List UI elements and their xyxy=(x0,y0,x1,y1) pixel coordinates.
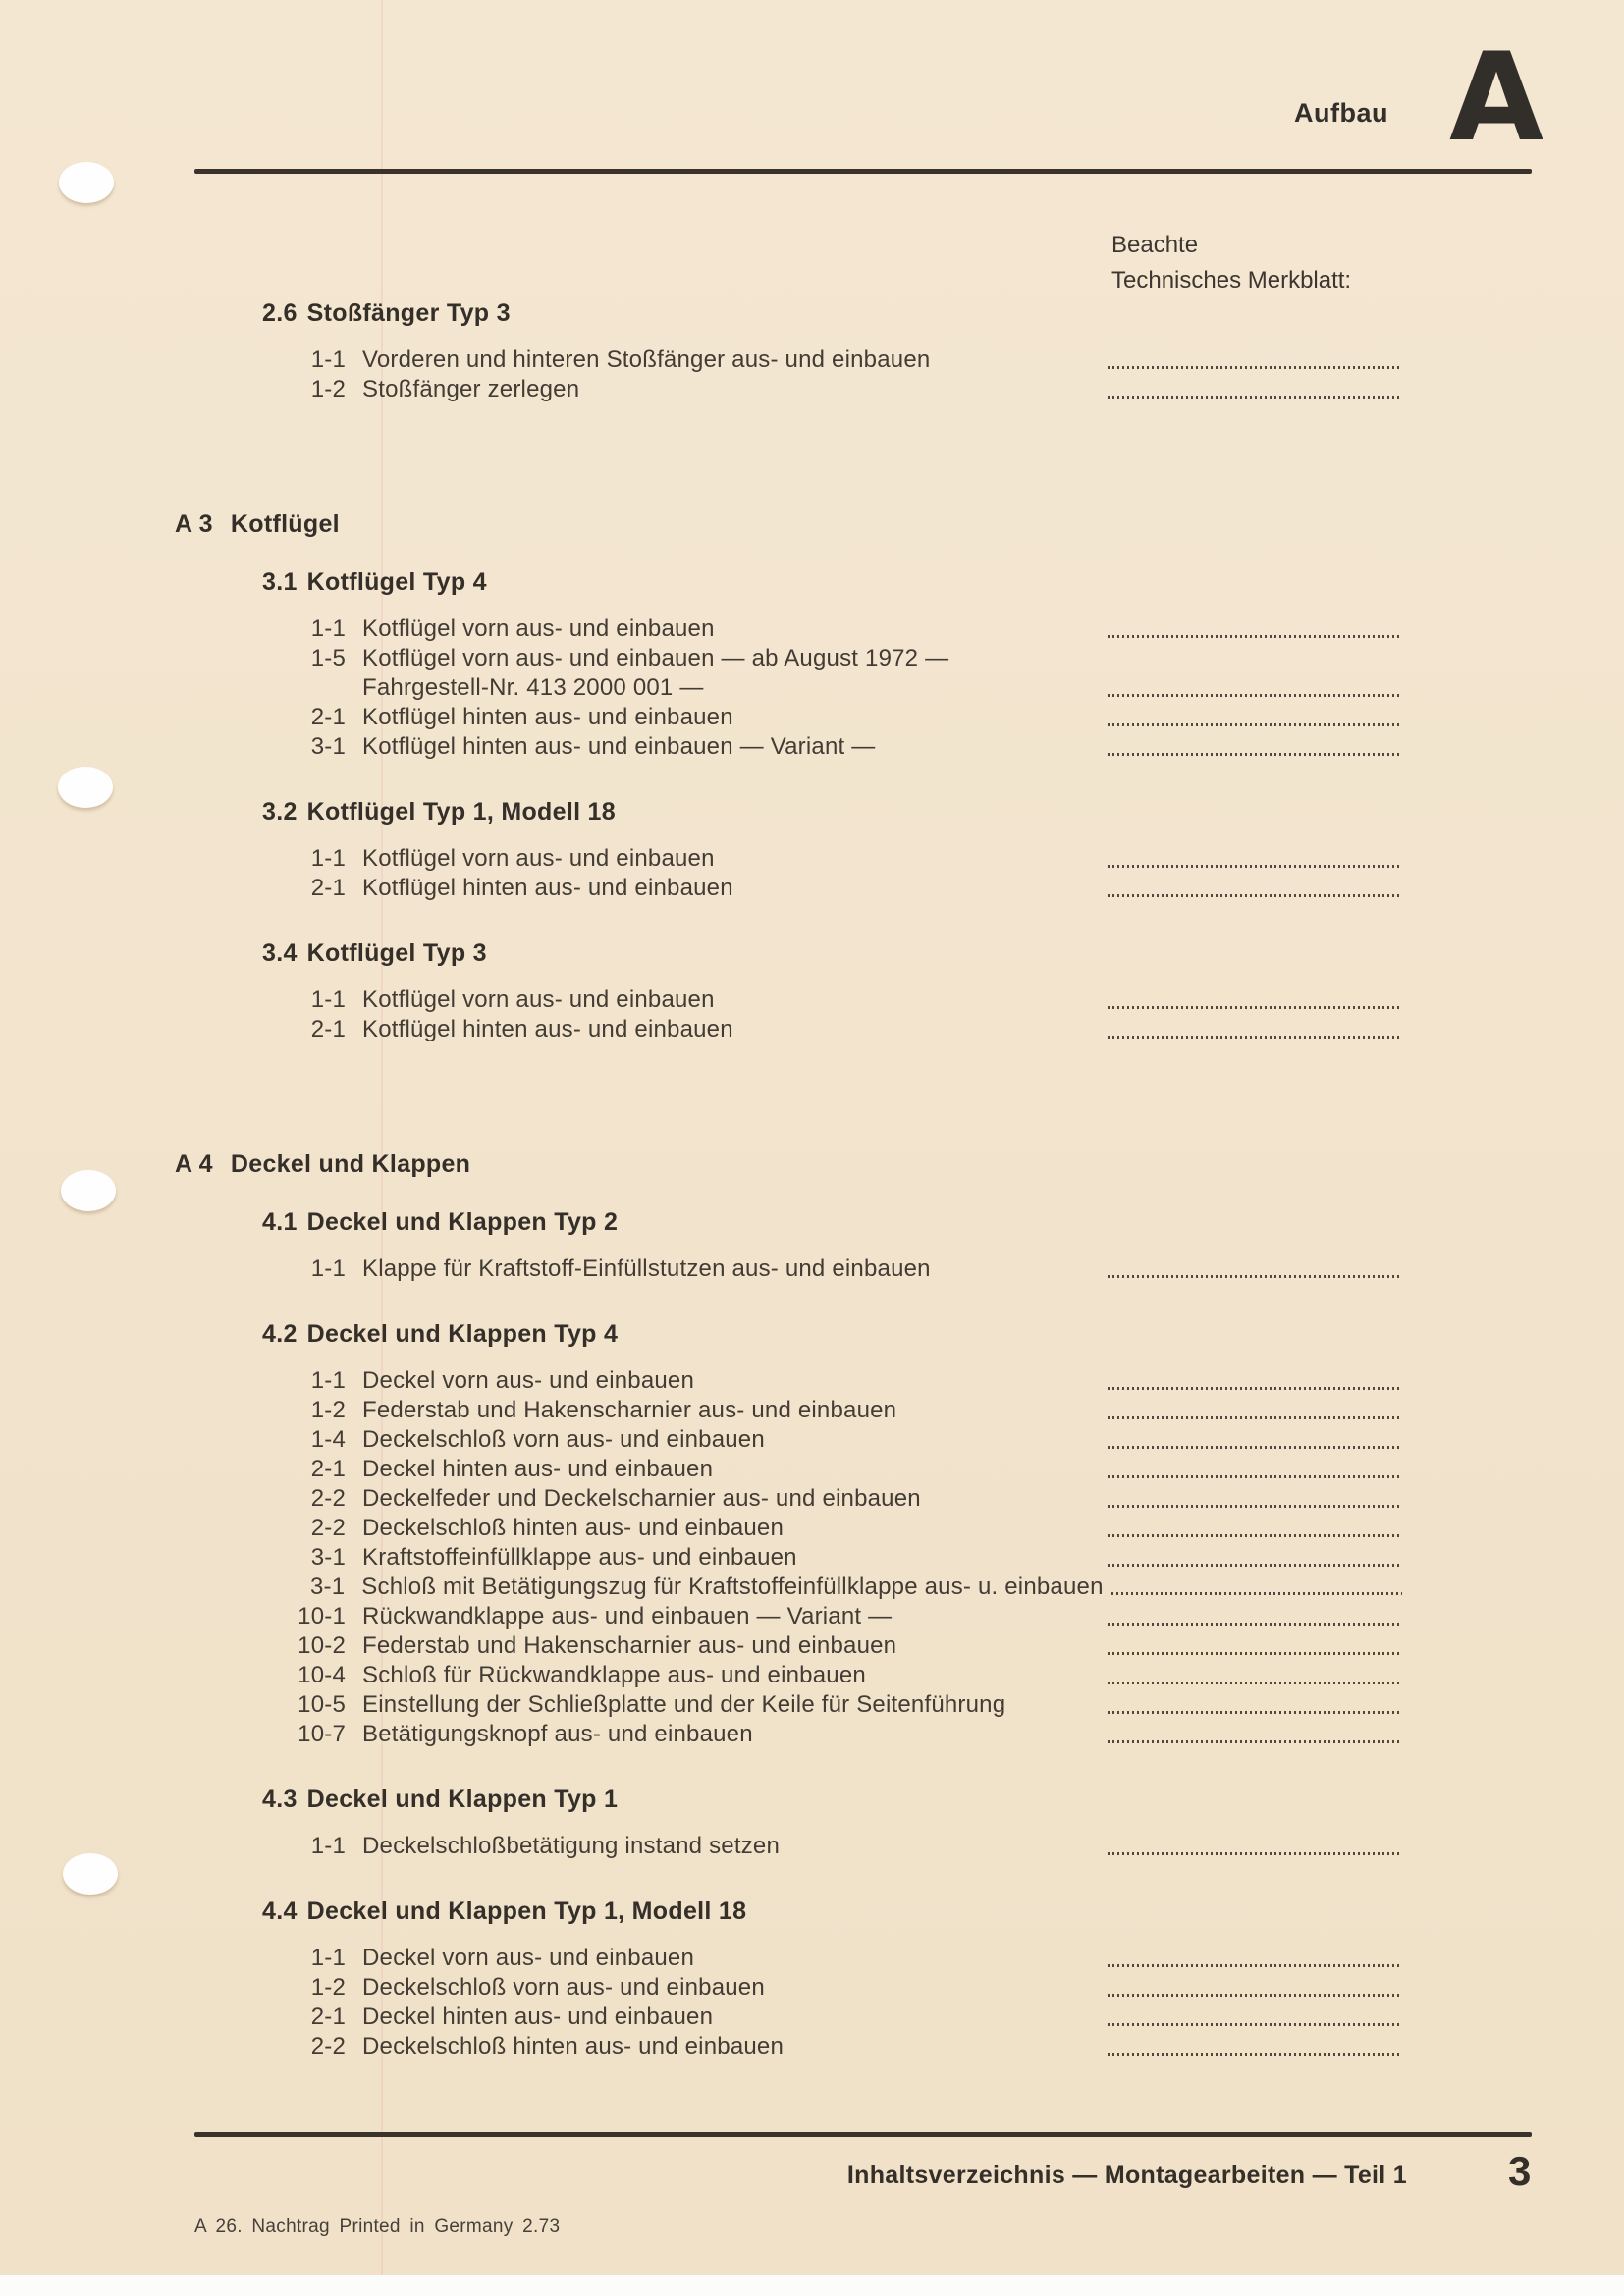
dotted-leader xyxy=(1108,1564,1402,1567)
dotted-leader xyxy=(1108,753,1402,756)
toc-item xyxy=(0,1720,1624,1749)
subsection-title: Kotflügel Typ 4 xyxy=(306,568,487,596)
toc-subsection-heading xyxy=(262,1785,1624,1815)
subsection-title: Deckel und Klappen Typ 4 xyxy=(306,1320,619,1348)
toc-item xyxy=(0,874,1624,903)
dotted-leader xyxy=(1108,1275,1402,1278)
toc-item xyxy=(0,1543,1624,1573)
toc-item xyxy=(0,1455,1624,1484)
item-title: Rückwandklappe aus- und einbauen — Variant — xyxy=(362,1603,893,1629)
section-category-label: Aufbau xyxy=(1294,98,1388,128)
section-number: A 3 xyxy=(175,510,213,538)
dotted-leader xyxy=(1108,366,1402,369)
toc-item xyxy=(0,986,1624,1015)
subsection-title: Stoßfänger Typ 3 xyxy=(306,299,511,327)
item-title: Deckelschloß hinten aus- und einbauen xyxy=(362,2033,785,2059)
item-title: Deckel hinten aus- und einbauen xyxy=(362,1456,714,1482)
toc-item xyxy=(0,1015,1624,1044)
item-title: Federstab und Hakenscharnier aus- und einbauen xyxy=(362,1397,897,1423)
item-reference-number: 2-2 xyxy=(310,1485,346,1512)
item-reference-number: 2-1 xyxy=(310,704,346,730)
item-reference-number: 1-2 xyxy=(310,1974,346,2001)
item-title: Federstab und Hakenscharnier aus- und einbauen xyxy=(362,1632,897,1659)
item-reference-number: 1-4 xyxy=(310,1426,346,1453)
dotted-leader xyxy=(1108,1852,1402,1855)
toc-item xyxy=(0,1973,1624,2002)
toc-subsection-heading xyxy=(262,938,1624,969)
dotted-leader xyxy=(1108,1505,1402,1508)
imprint-line: A 26. Nachtrag Printed in Germany 2.73 xyxy=(194,2216,561,2237)
item-title: Kotflügel hinten aus- und einbauen xyxy=(362,1016,733,1042)
item-title: Deckel vorn aus- und einbauen xyxy=(362,1367,695,1394)
item-reference-number: 10-7 xyxy=(298,1721,346,1747)
item-title: Kotflügel hinten aus- und einbauen — Variant — xyxy=(362,733,876,760)
toc-item xyxy=(0,2032,1624,2061)
item-reference-number: 3-1 xyxy=(310,733,346,760)
dotted-leader xyxy=(1108,1534,1402,1537)
dotted-leader xyxy=(1108,865,1402,868)
toc-item xyxy=(0,1484,1624,1514)
item-title-line: Kotflügel vorn aus- und einbauen — ab August 1972 — xyxy=(362,645,949,671)
item-title: Kotflügel vorn aus- und einbauen xyxy=(362,615,715,642)
toc-subsection-heading xyxy=(262,1319,1624,1350)
item-title: Kotflügel hinten aus- und einbauen xyxy=(362,875,733,901)
toc-item xyxy=(0,1366,1624,1396)
toc-subsection-heading xyxy=(262,567,1624,598)
subsection-title: Kotflügel Typ 1, Modell 18 xyxy=(306,798,616,826)
item-reference-number: 2-2 xyxy=(310,1515,346,1541)
dotted-leader xyxy=(1108,1994,1402,1997)
item-title: Deckelschloß vorn aus- und einbauen xyxy=(362,1426,765,1453)
dotted-leader xyxy=(1108,2023,1402,2026)
dotted-leader xyxy=(1108,1387,1402,1390)
item-title: Vorderen und hinteren Stoßfänger aus- und einbauen xyxy=(362,347,931,373)
toc-item xyxy=(0,644,1624,703)
page-bottom-edge xyxy=(0,2275,1624,2296)
subsection-title: Deckel und Klappen Typ 1, Modell 18 xyxy=(306,1897,747,1925)
dotted-leader xyxy=(1108,396,1402,399)
item-reference-number: 1-1 xyxy=(310,1255,346,1282)
footer-title: Inhaltsverzeichnis — Montagearbeiten — Teil 1 xyxy=(846,2162,1407,2189)
item-title: Kotflügel vorn aus- und einbauen xyxy=(362,845,715,872)
subsection-number: 2.6 xyxy=(262,299,298,327)
item-reference-number: 1-1 xyxy=(310,615,346,642)
toc-item xyxy=(0,703,1624,732)
item-reference-number: 1-1 xyxy=(310,845,346,872)
subsection-title: Deckel und Klappen Typ 1 xyxy=(306,1786,619,1813)
subsection-number: 4.4 xyxy=(262,1897,298,1925)
note-line-2: Technisches Merkblatt: xyxy=(1111,267,1352,294)
toc-section-heading xyxy=(175,1147,1624,1182)
dotted-leader xyxy=(1108,1682,1402,1684)
item-reference-number: 2-1 xyxy=(310,875,346,901)
item-reference-number: 1-1 xyxy=(310,987,346,1013)
item-title: Deckelschloß hinten aus- und einbauen xyxy=(362,1515,785,1541)
item-title: Stoßfänger zerlegen xyxy=(362,376,580,402)
item-title: Deckel vorn aus- und einbauen xyxy=(362,1945,695,1971)
toc-item xyxy=(0,614,1624,644)
dotted-leader xyxy=(1108,694,1402,697)
toc-subsection-heading xyxy=(262,1896,1624,1927)
item-reference-number: 1-1 xyxy=(310,1833,346,1859)
item-title: Kraftstoffeinfüllklappe aus- und einbauen xyxy=(362,1544,797,1571)
toc-item xyxy=(0,1832,1624,1861)
section-number: A 4 xyxy=(175,1150,213,1178)
item-reference-number: 2-1 xyxy=(310,2003,346,2030)
footer-rule xyxy=(194,2132,1532,2137)
toc-item xyxy=(0,1573,1624,1602)
item-title-line: Fahrgestell-Nr. 413 2000 001 — xyxy=(362,674,704,701)
toc-item xyxy=(0,346,1624,375)
dotted-leader xyxy=(1111,1592,1402,1595)
item-reference-number: 1-2 xyxy=(310,376,346,402)
section-title: Deckel und Klappen xyxy=(230,1150,471,1178)
item-reference-number: 3-1 xyxy=(310,1574,346,1600)
toc-item xyxy=(0,2002,1624,2032)
dotted-leader xyxy=(1108,1740,1402,1743)
item-title: Kotflügel hinten aus- und einbauen xyxy=(362,704,733,730)
subsection-number: 4.2 xyxy=(262,1320,298,1348)
dotted-leader xyxy=(1108,2053,1402,2056)
note-line-1: Beachte xyxy=(1111,232,1199,258)
item-title: Kotflügel vorn aus- und einbauen xyxy=(362,987,715,1013)
item-reference-number: 3-1 xyxy=(310,1544,346,1571)
item-title: Betätigungsknopf aus- und einbauen xyxy=(362,1721,753,1747)
toc-item xyxy=(0,1396,1624,1425)
toc-item xyxy=(0,844,1624,874)
item-title: Deckelschloßbetätigung instand setzen xyxy=(362,1833,780,1859)
item-title: Schloß für Rückwandklappe aus- und einbauen xyxy=(362,1662,866,1688)
item-title: Deckelfeder und Deckelscharnier aus- und einbauen xyxy=(362,1485,921,1512)
dotted-leader xyxy=(1108,1475,1402,1478)
toc-subsection-heading xyxy=(262,1207,1624,1238)
toc-item xyxy=(0,1514,1624,1543)
subsection-number: 4.1 xyxy=(262,1208,298,1236)
item-reference-number: 2-2 xyxy=(310,2033,346,2059)
item-reference-number: 10-1 xyxy=(298,1603,346,1629)
toc-subsection-heading xyxy=(262,298,1624,329)
toc-item xyxy=(0,1690,1624,1720)
item-reference-number: 10-5 xyxy=(298,1691,346,1718)
item-title: Einstellung der Schließplatte und der Keile für Seitenführung xyxy=(362,1691,1006,1718)
page-number: 3 xyxy=(1508,2148,1532,2194)
dotted-leader xyxy=(1108,1036,1402,1039)
dotted-leader xyxy=(1108,1416,1402,1419)
toc-item xyxy=(0,1944,1624,1973)
item-reference-number: 1-5 xyxy=(310,645,346,671)
item-title: Schloß mit Betätigungszug für Kraftstoffeinfüllklappe aus- u. einbauen xyxy=(361,1574,1104,1600)
toc-item xyxy=(0,1631,1624,1661)
toc-subsection-heading xyxy=(262,797,1624,828)
dotted-leader xyxy=(1108,723,1402,726)
item-reference-number: 1-2 xyxy=(310,1397,346,1423)
subsection-title: Kotflügel Typ 3 xyxy=(306,939,487,967)
dotted-leader xyxy=(1108,1006,1402,1009)
dotted-leader xyxy=(1108,1711,1402,1714)
dotted-leader xyxy=(1108,635,1402,638)
dotted-leader xyxy=(1108,1652,1402,1655)
subsection-number: 3.2 xyxy=(262,798,298,826)
header-rule xyxy=(194,169,1532,174)
punch-hole xyxy=(59,162,114,203)
subsection-number: 3.1 xyxy=(262,568,298,596)
item-title: Deckelschloß vorn aus- und einbauen xyxy=(362,1974,765,2001)
subsection-number: 4.3 xyxy=(262,1786,298,1813)
item-title: Klappe für Kraftstoff-Einfüllstutzen aus- und einbauen xyxy=(362,1255,931,1282)
item-title xyxy=(362,644,948,703)
toc-section-heading xyxy=(175,507,1624,542)
item-reference-number: 2-1 xyxy=(310,1456,346,1482)
toc-item xyxy=(0,375,1624,404)
item-reference-number: 1-1 xyxy=(310,1945,346,1971)
dotted-leader xyxy=(1108,1623,1402,1626)
item-reference-number: 1-1 xyxy=(310,1367,346,1394)
item-reference-number: 10-2 xyxy=(298,1632,346,1659)
dotted-leader xyxy=(1108,894,1402,897)
technical-bulletin-note xyxy=(1111,228,1351,298)
section-letter: A xyxy=(1449,27,1543,169)
item-reference-number: 2-1 xyxy=(310,1016,346,1042)
toc-item xyxy=(0,1661,1624,1690)
section-title: Kotflügel xyxy=(230,510,340,538)
dotted-leader xyxy=(1108,1446,1402,1449)
item-reference-number: 10-4 xyxy=(298,1662,346,1688)
toc-item xyxy=(0,1425,1624,1455)
toc-item xyxy=(0,1255,1624,1284)
subsection-title: Deckel und Klappen Typ 2 xyxy=(306,1208,619,1236)
toc-item xyxy=(0,1602,1624,1631)
subsection-number: 3.4 xyxy=(262,939,298,967)
item-reference-number: 1-1 xyxy=(310,347,346,373)
dotted-leader xyxy=(1108,1964,1402,1967)
item-title: Deckel hinten aus- und einbauen xyxy=(362,2003,714,2030)
table-of-contents xyxy=(0,298,1624,2061)
toc-item xyxy=(0,732,1624,762)
